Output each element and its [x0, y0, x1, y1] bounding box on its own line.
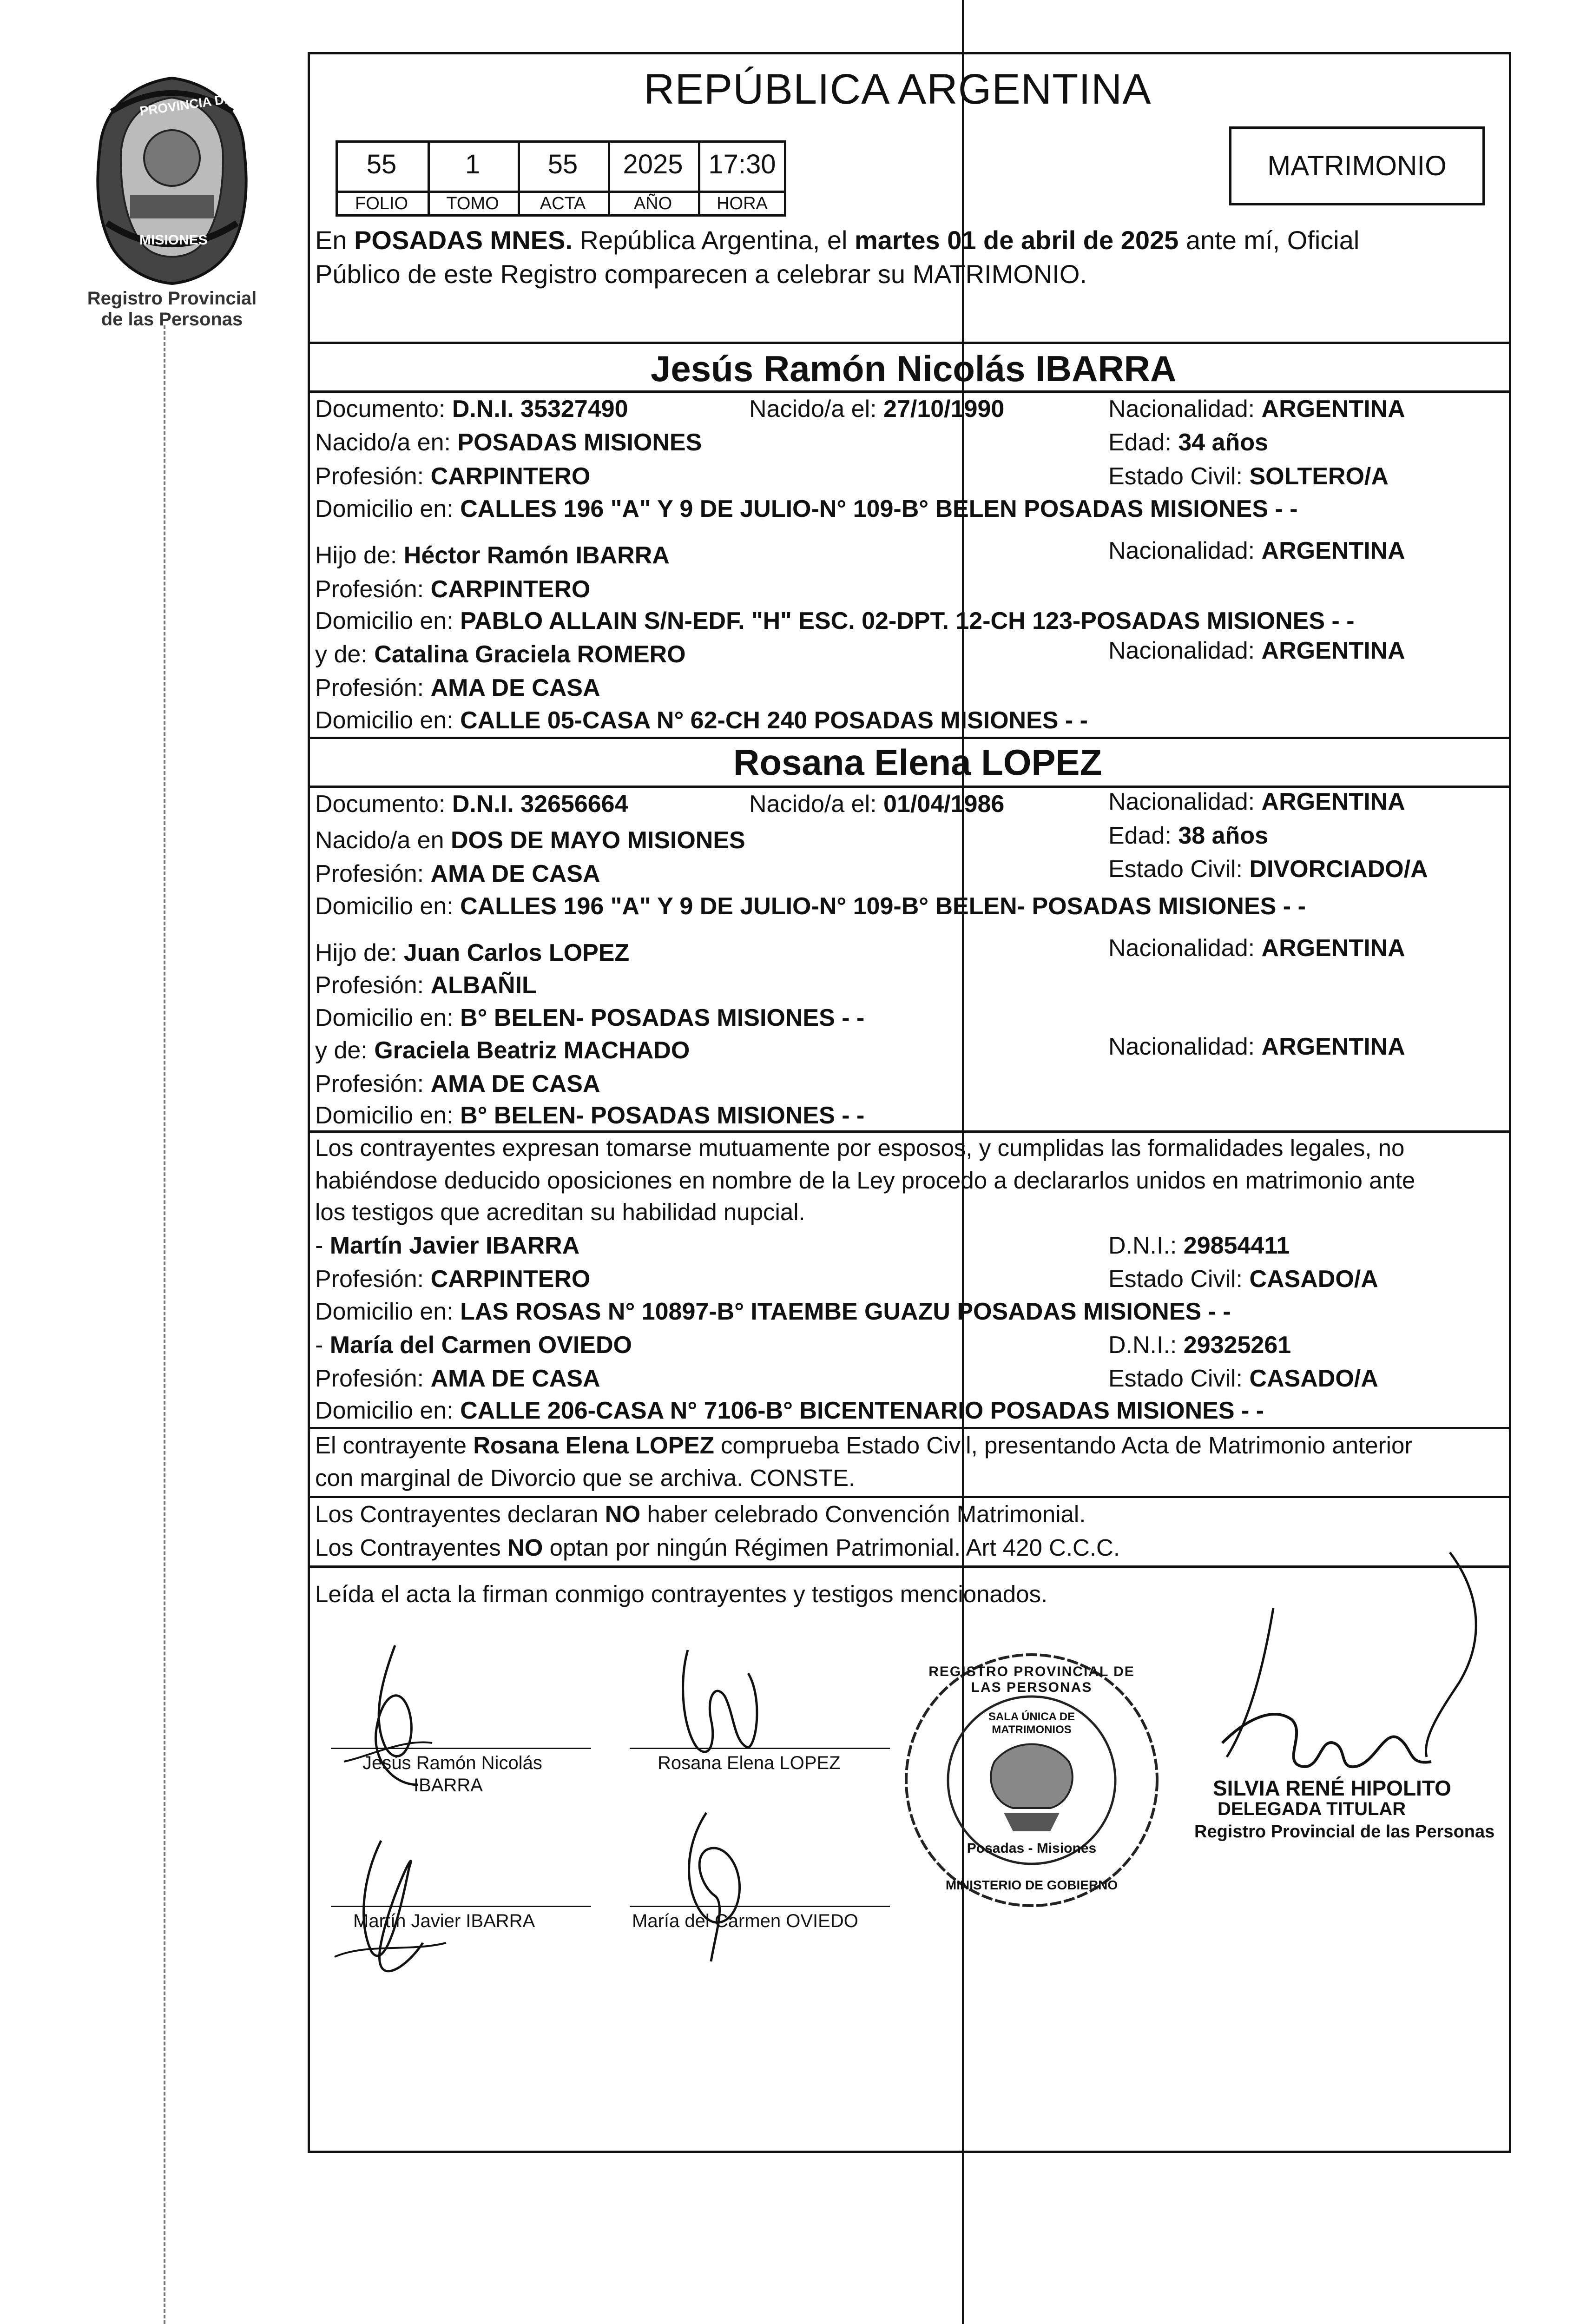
intro-line1: En POSADAS MNES. República Argentina, el martes 01 de abril de 2025 ante mí, Oficial: [315, 225, 1360, 255]
bride-profession: Profesión: AMA DE CASA: [315, 860, 600, 887]
groom-address: Domicilio en: CALLES 196 "A" Y 9 DE JULIO-N° 109-B° BELEN POSADAS MISIONES - -: [315, 495, 1298, 522]
bride-nationality: Nacionalidad: ARGENTINA: [1108, 788, 1405, 815]
bride-address: Domicilio en: CALLES 196 "A" Y 9 DE JULIO-N° 109-B° BELEN- POSADAS MISIONES - -: [315, 893, 1306, 920]
witness2-dni: D.N.I.: 29325261: [1108, 1332, 1291, 1359]
witness2-address: Domicilio en: CALLE 206-CASA N° 7106-B° BICENTENARIO POSADAS MISIONES - -: [315, 1397, 1264, 1424]
signatures-intro: Leída el acta la firman conmigo contrayentes y testigos mencionados.: [315, 1581, 1048, 1607]
groom-signature-name2: IBARRA: [414, 1775, 483, 1796]
witness2-name: - María del Carmen OVIEDO: [315, 1332, 632, 1359]
bride-mother-address: Domicilio en: B° BELEN- POSADAS MISIONES - -: [315, 1102, 865, 1129]
tomo-value: 1: [465, 149, 481, 179]
groom-age: Edad: 34 años: [1108, 429, 1268, 456]
groom-mother-address: Domicilio en: CALLE 05-CASA N° 62-CH 240 POSADAS MISIONES - -: [315, 707, 1088, 734]
bride-birthplace: Nacido/a en DOS DE MAYO MISIONES: [315, 827, 745, 854]
hora-label: HORA: [717, 194, 768, 213]
officer-organization: Registro Provincial de las Personas: [1194, 1822, 1495, 1842]
civil-status-note-line2: con marginal de Divorcio que se archiva. CONSTE.: [315, 1465, 856, 1491]
witness1-signature-name: Martín Javier IBARRA: [353, 1911, 535, 1931]
folio-value: 55: [366, 149, 397, 179]
bride-name: Rosana Elena LOPEZ: [733, 742, 1102, 783]
anio-value: 2025: [623, 149, 683, 179]
groom-mother-profession: Profesión: AMA DE CASA: [315, 674, 600, 701]
anio-label: AÑO: [633, 194, 672, 213]
declaration-line2: habiéndose deducido oposiciones en nombre de la Ley procedo a declararlos unidos en matrimonio ante: [315, 1167, 1415, 1194]
groom-mother-nationality: Nacionalidad: ARGENTINA: [1108, 637, 1405, 664]
groom-father-profession: Profesión: CARPINTERO: [315, 576, 591, 603]
groom-signature-name1: Jesús Ramón Nicolás: [362, 1753, 542, 1773]
bride-mother: y de: Graciela Beatriz MACHADO: [315, 1037, 690, 1064]
witness2-signature-line: [630, 1906, 890, 1907]
tomo-label: TOMO: [446, 194, 499, 213]
groom-civil-status: Estado Civil: SOLTERO/A: [1108, 463, 1389, 490]
bride-civil-status: Estado Civil: DIVORCIADO/A: [1108, 856, 1428, 883]
officer-name: SILVIA RENÉ HIPOLITO: [1213, 1776, 1451, 1800]
officer-title: DELEGADA TITULAR: [1218, 1799, 1406, 1819]
stamp-place-text: Posadas - Misiones: [967, 1841, 1097, 1856]
record-type-label: MATRIMONIO: [1267, 150, 1447, 181]
document-title: REPÚBLICA ARGENTINA: [644, 66, 1152, 113]
groom-mother: y de: Catalina Graciela ROMERO: [315, 641, 686, 668]
groom-birthplace: Nacido/a en: POSADAS MISIONES: [315, 429, 702, 456]
bride-mother-profession: Profesión: AMA DE CASA: [315, 1070, 600, 1097]
groom-profession: Profesión: CARPINTERO: [315, 463, 591, 490]
divider-bride: [308, 1130, 1511, 1133]
declaration-line1: Los contrayentes expresan tomarse mutuamente por esposos, y cumplidas las formalidades legales, no: [315, 1135, 1405, 1161]
witness1-name: - Martín Javier IBARRA: [315, 1232, 580, 1259]
divider-witnesses: [308, 1427, 1511, 1429]
divider-header: [308, 342, 1511, 344]
record-boxes: [336, 140, 786, 217]
witness1-signature-line: [331, 1906, 591, 1907]
witness1-address: Domicilio en: LAS ROSAS N° 10897-B° ITAEMBE GUAZU POSADAS MISIONES - -: [315, 1298, 1231, 1325]
bride-age: Edad: 38 años: [1108, 822, 1268, 849]
folio-label: FOLIO: [355, 194, 408, 213]
official-stamp: [897, 1645, 1166, 1915]
groom-father: Hijo de: Héctor Ramón IBARRA: [315, 542, 670, 569]
groom-father-nationality: Nacionalidad: ARGENTINA: [1108, 537, 1405, 564]
groom-born: Nacido/a el: 27/10/1990: [749, 396, 1005, 423]
acta-value: 55: [547, 149, 578, 179]
intro-line2: Público de este Registro comparecen a celebrar su MATRIMONIO.: [315, 259, 1087, 289]
bride-father-nationality: Nacionalidad: ARGENTINA: [1108, 935, 1405, 962]
declaration-line3: los testigos que acreditan su habilidad nupcial.: [315, 1199, 805, 1225]
bride-signature-name: Rosana Elena LOPEZ: [658, 1753, 841, 1773]
groom-father-address: Domicilio en: PABLO ALLAIN S/N-EDF. "H" ESC. 02-DPT. 12-CH 123-POSADAS MISIONES - -: [315, 607, 1355, 634]
record-type-box: [1229, 126, 1485, 205]
logo-caption-line1: Registro Provincial: [87, 288, 257, 309]
witness1-profession: Profesión: CARPINTERO: [315, 1266, 591, 1293]
witness2-civil-status: Estado Civil: CASADO/A: [1108, 1365, 1378, 1392]
margin-dashed-line: [164, 325, 165, 2324]
bride-father-address: Domicilio en: B° BELEN- POSADAS MISIONES - -: [315, 1004, 865, 1031]
regime-note: Los Contrayentes NO optan por ningún Régimen Patrimonial. Art 420 C.C.C.: [315, 1534, 1120, 1561]
stamp-ministry-text: MINISTERIO DE GOBIERNO: [945, 1878, 1118, 1892]
acta-label: ACTA: [540, 194, 586, 213]
stamp-inner-text: SALA ÚNICA DE MATRIMONIOS: [988, 1710, 1075, 1736]
stamp-outer-text: REGISTRO PROVINCIAL DE LAS PERSONAS: [928, 1664, 1135, 1695]
registry-logo: [74, 70, 270, 330]
groom-name: Jesús Ramón Nicolás IBARRA: [651, 348, 1177, 389]
witness1-dni: D.N.I.: 29854411: [1108, 1232, 1290, 1259]
hora-value: 17:30: [708, 149, 776, 179]
bride-father-profession: Profesión: ALBAÑIL: [315, 972, 537, 999]
divider-groom-name: [308, 390, 1511, 393]
bride-father: Hijo de: Juan Carlos LOPEZ: [315, 939, 630, 966]
bride-born: Nacido/a el: 01/04/1986: [749, 791, 1005, 818]
divider-groom: [308, 737, 1511, 739]
witness2-signature-name: María del Carmen OVIEDO: [632, 1911, 858, 1931]
civil-status-note-line1: El contrayente Rosana Elena LOPEZ comprueba Estado Civil, presentando Acta de Matrimonio anterior: [315, 1432, 1413, 1459]
bride-doc: Documento: D.N.I. 32656664: [315, 791, 628, 818]
groom-doc: Documento: D.N.I. 35327490: [315, 396, 628, 423]
bride-mother-nationality: Nacionalidad: ARGENTINA: [1108, 1033, 1405, 1060]
divider-civil-note: [308, 1496, 1511, 1498]
witness2-profession: Profesión: AMA DE CASA: [315, 1365, 600, 1392]
logo-seal-bottom-text: MISIONES: [139, 232, 208, 248]
groom-signature-line: [331, 1748, 591, 1749]
witness1-civil-status: Estado Civil: CASADO/A: [1108, 1266, 1378, 1293]
convention-note: Los Contrayentes declaran NO haber celebrado Convención Matrimonial.: [315, 1501, 1086, 1527]
logo-seal-top-text: PROVINCIA DE: [138, 91, 234, 119]
bride-signature-line: [630, 1748, 890, 1749]
logo-caption-line2: de las Personas: [101, 309, 243, 330]
groom-nationality: Nacionalidad: ARGENTINA: [1108, 396, 1405, 423]
